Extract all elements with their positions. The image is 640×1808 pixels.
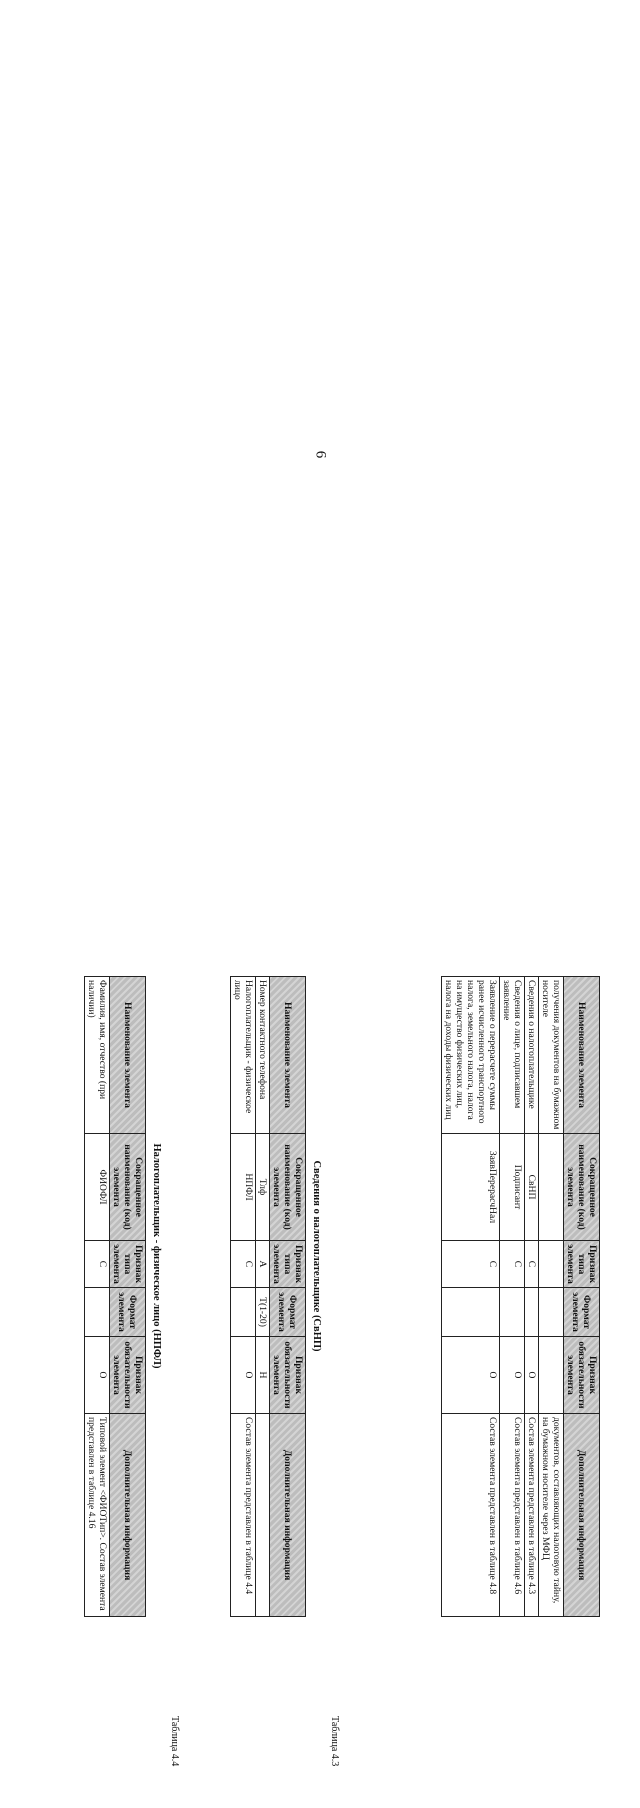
cell-required: О: [499, 1337, 524, 1414]
header-cell: Признак обязательности элемента: [269, 1337, 305, 1414]
table-header-row: [109, 977, 145, 1617]
cell-format: [499, 1288, 524, 1337]
header-cell: Формат элемента: [563, 1288, 599, 1337]
cell-format: [524, 1288, 538, 1337]
table-label: Таблица 4.4: [169, 1716, 180, 1767]
cell-type: А: [255, 1241, 269, 1288]
cell-info: Состав элемента представлен в таблице 4.6: [499, 1414, 524, 1617]
header-cell: Наименование элемента: [269, 977, 305, 1134]
cell-code: Тлф: [255, 1134, 269, 1241]
cell-required: О: [84, 1337, 109, 1414]
table-header-row: [563, 977, 599, 1617]
cell-type: С: [84, 1241, 109, 1288]
header-cell: Признак типа элемента: [563, 1241, 599, 1288]
cell-code: НПФЛ: [230, 1134, 255, 1241]
cell-type: С: [441, 1241, 499, 1288]
header-cell: Признак типа элемента: [109, 1241, 145, 1288]
rotated-landscape-content: [0, 904, 640, 1808]
header-cell: Признак типа элемента: [269, 1241, 305, 1288]
cell-info: [255, 1414, 269, 1617]
table-4-4: [84, 976, 146, 1617]
header-cell: Признак обязательности элемента: [563, 1337, 599, 1414]
cell-type: С: [499, 1241, 524, 1288]
table-row: [441, 977, 499, 1617]
cell-code: Подписант: [499, 1134, 524, 1241]
cell-name: Сведения о налогоплательщике: [524, 977, 538, 1134]
header-cell: Наименование элемента: [109, 977, 145, 1134]
header-cell: Признак обязательности элемента: [109, 1337, 145, 1414]
cell-type: С: [524, 1241, 538, 1288]
header-cell: Дополнительная информация: [269, 1414, 305, 1617]
table-label: Таблица 4.3: [329, 1716, 340, 1767]
header-cell: Формат элемента: [269, 1288, 305, 1337]
table-row: [230, 977, 255, 1617]
table-header-row: [269, 977, 305, 1617]
cell-format: [230, 1288, 255, 1337]
cell-type: [538, 1241, 563, 1288]
cell-code: [538, 1134, 563, 1241]
header-cell: Сокращенное наименование (код) элемента: [563, 1134, 599, 1241]
cell-required: О: [230, 1337, 255, 1414]
table-4-3: [230, 976, 306, 1617]
table-title: Сведения о налогоплательщике (СвНП): [311, 1160, 322, 1352]
cell-name: Налогоплательщик - физическое лицо: [230, 977, 255, 1134]
cell-name: Номер контактного телефона: [255, 977, 269, 1134]
header-cell: Сокращенное наименование (код) элемента: [269, 1134, 305, 1241]
cell-required: О: [441, 1337, 499, 1414]
continued-table: [441, 976, 600, 1617]
cell-required: [538, 1337, 563, 1414]
table-row: [524, 977, 538, 1617]
cell-code: ЗаявПерерасчНал: [441, 1134, 499, 1241]
cell-name: получения документов на бумажном носителе: [538, 977, 563, 1134]
header-cell: Наименование элемента: [563, 977, 599, 1134]
cell-code: СвНП: [524, 1134, 538, 1241]
cell-required: О: [524, 1337, 538, 1414]
cell-format: [441, 1288, 499, 1337]
cell-info: Состав элемента представлен в таблице 4.4: [230, 1414, 255, 1617]
cell-name: Заявление о перерасчете суммы ранее исчисленного транспортного налога, земельного налога, налога на имущество физических лиц, налога на доходы физических лиц: [441, 977, 499, 1134]
table-row: [499, 977, 524, 1617]
cell-type: С: [230, 1241, 255, 1288]
table-row: [538, 977, 563, 1617]
header-cell: Формат элемента: [109, 1288, 145, 1337]
cell-format: T(1-20): [255, 1288, 269, 1337]
cell-info: Типовой элемент <ФИОТип>. Состав элемента представлен в таблице 4.16: [84, 1414, 109, 1617]
table-title: Налогоплательщик - физическое лицо (НПФЛ): [151, 1143, 162, 1369]
cell-info: Состав элемента представлен в таблице 4.8: [441, 1414, 499, 1617]
cell-required: Н: [255, 1337, 269, 1414]
page-number: 6: [312, 450, 329, 459]
cell-format: [84, 1288, 109, 1337]
cell-info: документов, составляющих налоговую тайну, на бумажном носителе через МФЦ: [538, 1414, 563, 1617]
cell-info: Состав элемента представлен в таблице 4.3: [524, 1414, 538, 1617]
header-cell: Сокращенное наименование (код) элемента: [109, 1134, 145, 1241]
table-row: [255, 977, 269, 1617]
table-row: [84, 977, 109, 1617]
header-cell: Дополнительная информация: [563, 1414, 599, 1617]
cell-name: Фамилия, имя, отчество (при наличии): [84, 977, 109, 1134]
cell-name: Сведения о лице, подписавшем заявление: [499, 977, 524, 1134]
header-cell: Дополнительная информация: [109, 1414, 145, 1617]
cell-format: [538, 1288, 563, 1337]
cell-code: ФИОФЛ: [84, 1134, 109, 1241]
